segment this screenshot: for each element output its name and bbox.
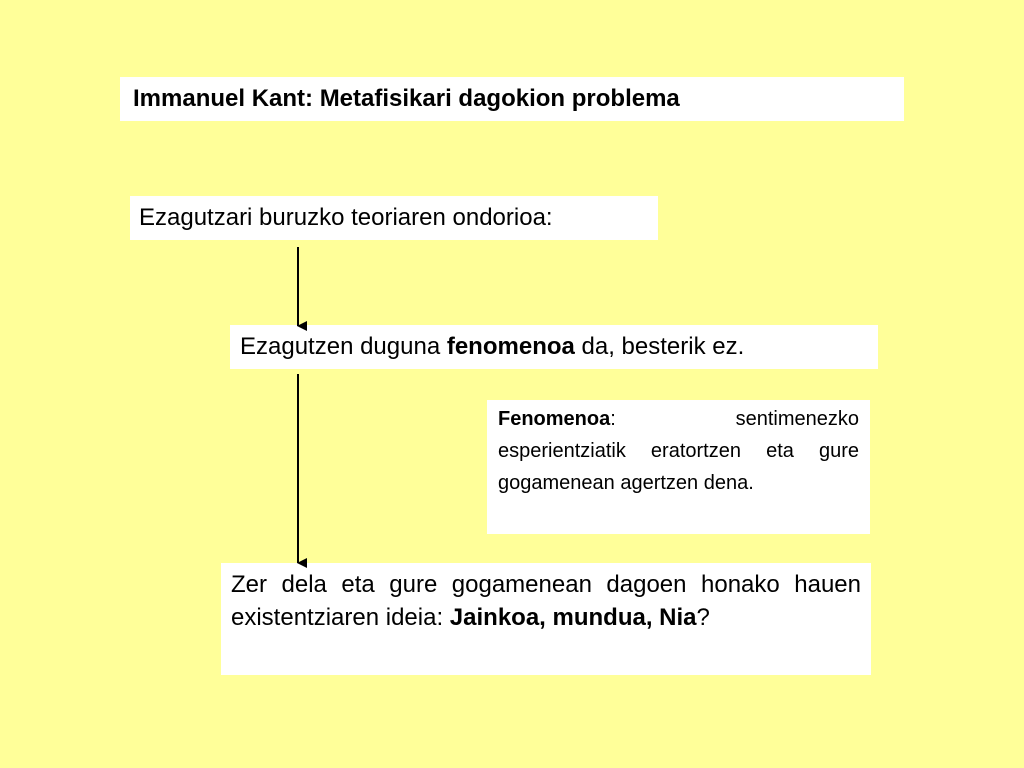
phenomenon-text-after: da, besterik ez.	[574, 333, 745, 360]
premise-box	[130, 196, 658, 240]
premise-text: Ezagutzari buruzko teoriaren ondorioa:	[139, 204, 553, 231]
definition-box	[487, 400, 870, 534]
phenomenon-box	[230, 325, 878, 369]
title-box	[120, 77, 904, 121]
phenomenon-term: fenomenoa	[446, 333, 575, 360]
phenomenon-text-before: Ezagutzen duguna	[240, 333, 447, 360]
question-box	[221, 563, 871, 675]
definition-text: : sentimenezko esperientziatik eratortzen eta gure gogamenean agertzen dena.	[498, 408, 859, 494]
question-emphasis: Jainkoa, mundua, Nia	[449, 604, 697, 631]
page-title: Immanuel Kant: Metafisikari dagokion problema	[133, 85, 680, 112]
question-text-after: ?	[696, 604, 710, 631]
question-text-before: Zer dela eta gure gogamenean dagoen honako hauen existentziaren ideia:	[231, 571, 861, 631]
definition-term: Fenomenoa	[498, 408, 611, 430]
